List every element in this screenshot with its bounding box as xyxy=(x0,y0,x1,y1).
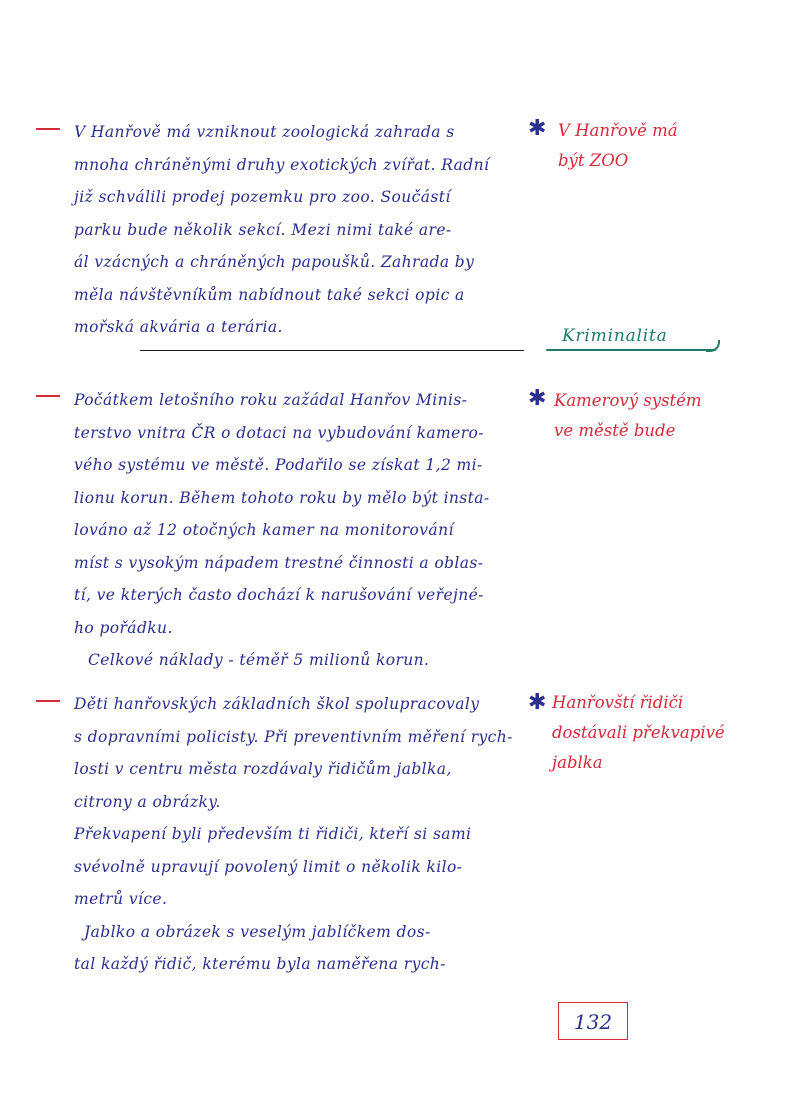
text-line: terstvo vnitra ČR o dotaci na vybudování kamero- xyxy=(74,423,484,442)
text-line: tí, ve kterých často dochází k narušování veřejné- xyxy=(74,586,484,604)
text-line: mořská akvária a terária. xyxy=(74,318,283,336)
text-line: Jablko a obrázek s veselým jablíčkem dos- xyxy=(84,922,431,941)
asterisk-icon: ✱ xyxy=(528,386,547,411)
heading-underline-hook xyxy=(706,340,720,352)
text-line: Celkové náklady - téměř 5 milionů korun. xyxy=(88,651,430,669)
text-line: již schválili prodej pozemku pro zoo. Součástí xyxy=(74,188,451,206)
note-line: dostávali překvapivé xyxy=(552,723,725,742)
text-line: ho pořádku. xyxy=(74,618,173,637)
margin-note-zoo xyxy=(558,116,678,176)
margin-note-drivers xyxy=(552,688,725,778)
text-line: parku bude několik sekcí. Mezi nimi také are- xyxy=(74,220,452,239)
text-line: citrony a obrázky. xyxy=(74,792,221,811)
entry-camera-text xyxy=(74,384,490,677)
asterisk-icon: ✱ xyxy=(528,690,547,715)
text-line: losti v centru města rozdávaly řidičům jablka, xyxy=(74,760,452,778)
text-line: Překvapení byli především ti řidiči, kteří si sami xyxy=(74,825,472,843)
text-line: V Hanřově má vzniknout zoologická zahrada s xyxy=(74,123,455,141)
text-line: svévolně upravují povolený limit o několik kilo- xyxy=(74,857,463,876)
text-line: Děti hanřovských základních škol spolupracovaly xyxy=(74,695,480,713)
text-line: tal každý řidič, kterému byla naměřena rych- xyxy=(74,955,446,973)
text-line: Počátkem letošního roku zažádal Hanřov Minis- xyxy=(74,391,468,409)
text-line: s dopravními policisty. Při preventivním měření rych- xyxy=(74,727,513,746)
heading-underline xyxy=(546,349,716,351)
entry-bullet-dash xyxy=(36,395,60,397)
text-line: lionu korun. Během tohoto roku by mělo být insta- xyxy=(74,488,490,507)
note-line: být ZOO xyxy=(558,151,629,170)
text-line: lováno až 12 otočných kamer na monitorování xyxy=(74,521,454,539)
text-line: míst s vysokým nápadem trestné činnosti a oblas- xyxy=(74,553,484,572)
page-number-box xyxy=(558,1002,628,1040)
text-line: ál vzácných a chráněných papoušků. Zahrada by xyxy=(74,253,475,271)
note-line: Hanřovští řidiči xyxy=(552,693,684,712)
note-line: ve městě bude xyxy=(554,421,676,440)
text-line: měla návštěvníkům nabídnout také sekci opic a xyxy=(74,285,465,304)
entry-drivers-text xyxy=(74,688,513,981)
note-line: V Hanřově má xyxy=(558,121,678,140)
note-line: Kamerový systém xyxy=(554,391,702,410)
entry-bullet-dash xyxy=(36,128,60,130)
note-line: jablka xyxy=(552,753,603,772)
page-number: 132 xyxy=(573,1010,613,1034)
text-line: metrů více. xyxy=(74,890,168,908)
asterisk-icon: ✱ xyxy=(528,116,547,141)
margin-note-camera xyxy=(554,386,702,446)
section-divider xyxy=(140,350,524,351)
section-heading: Kriminalita xyxy=(562,326,668,346)
text-line: mnoha chráněnými druhy exotických zvířat. Radní xyxy=(74,155,490,174)
entry-bullet-dash xyxy=(36,700,60,702)
text-line: vého systému ve městě. Podařilo se získat 1,2 mi- xyxy=(74,456,483,474)
entry-zoo-text xyxy=(74,116,489,344)
